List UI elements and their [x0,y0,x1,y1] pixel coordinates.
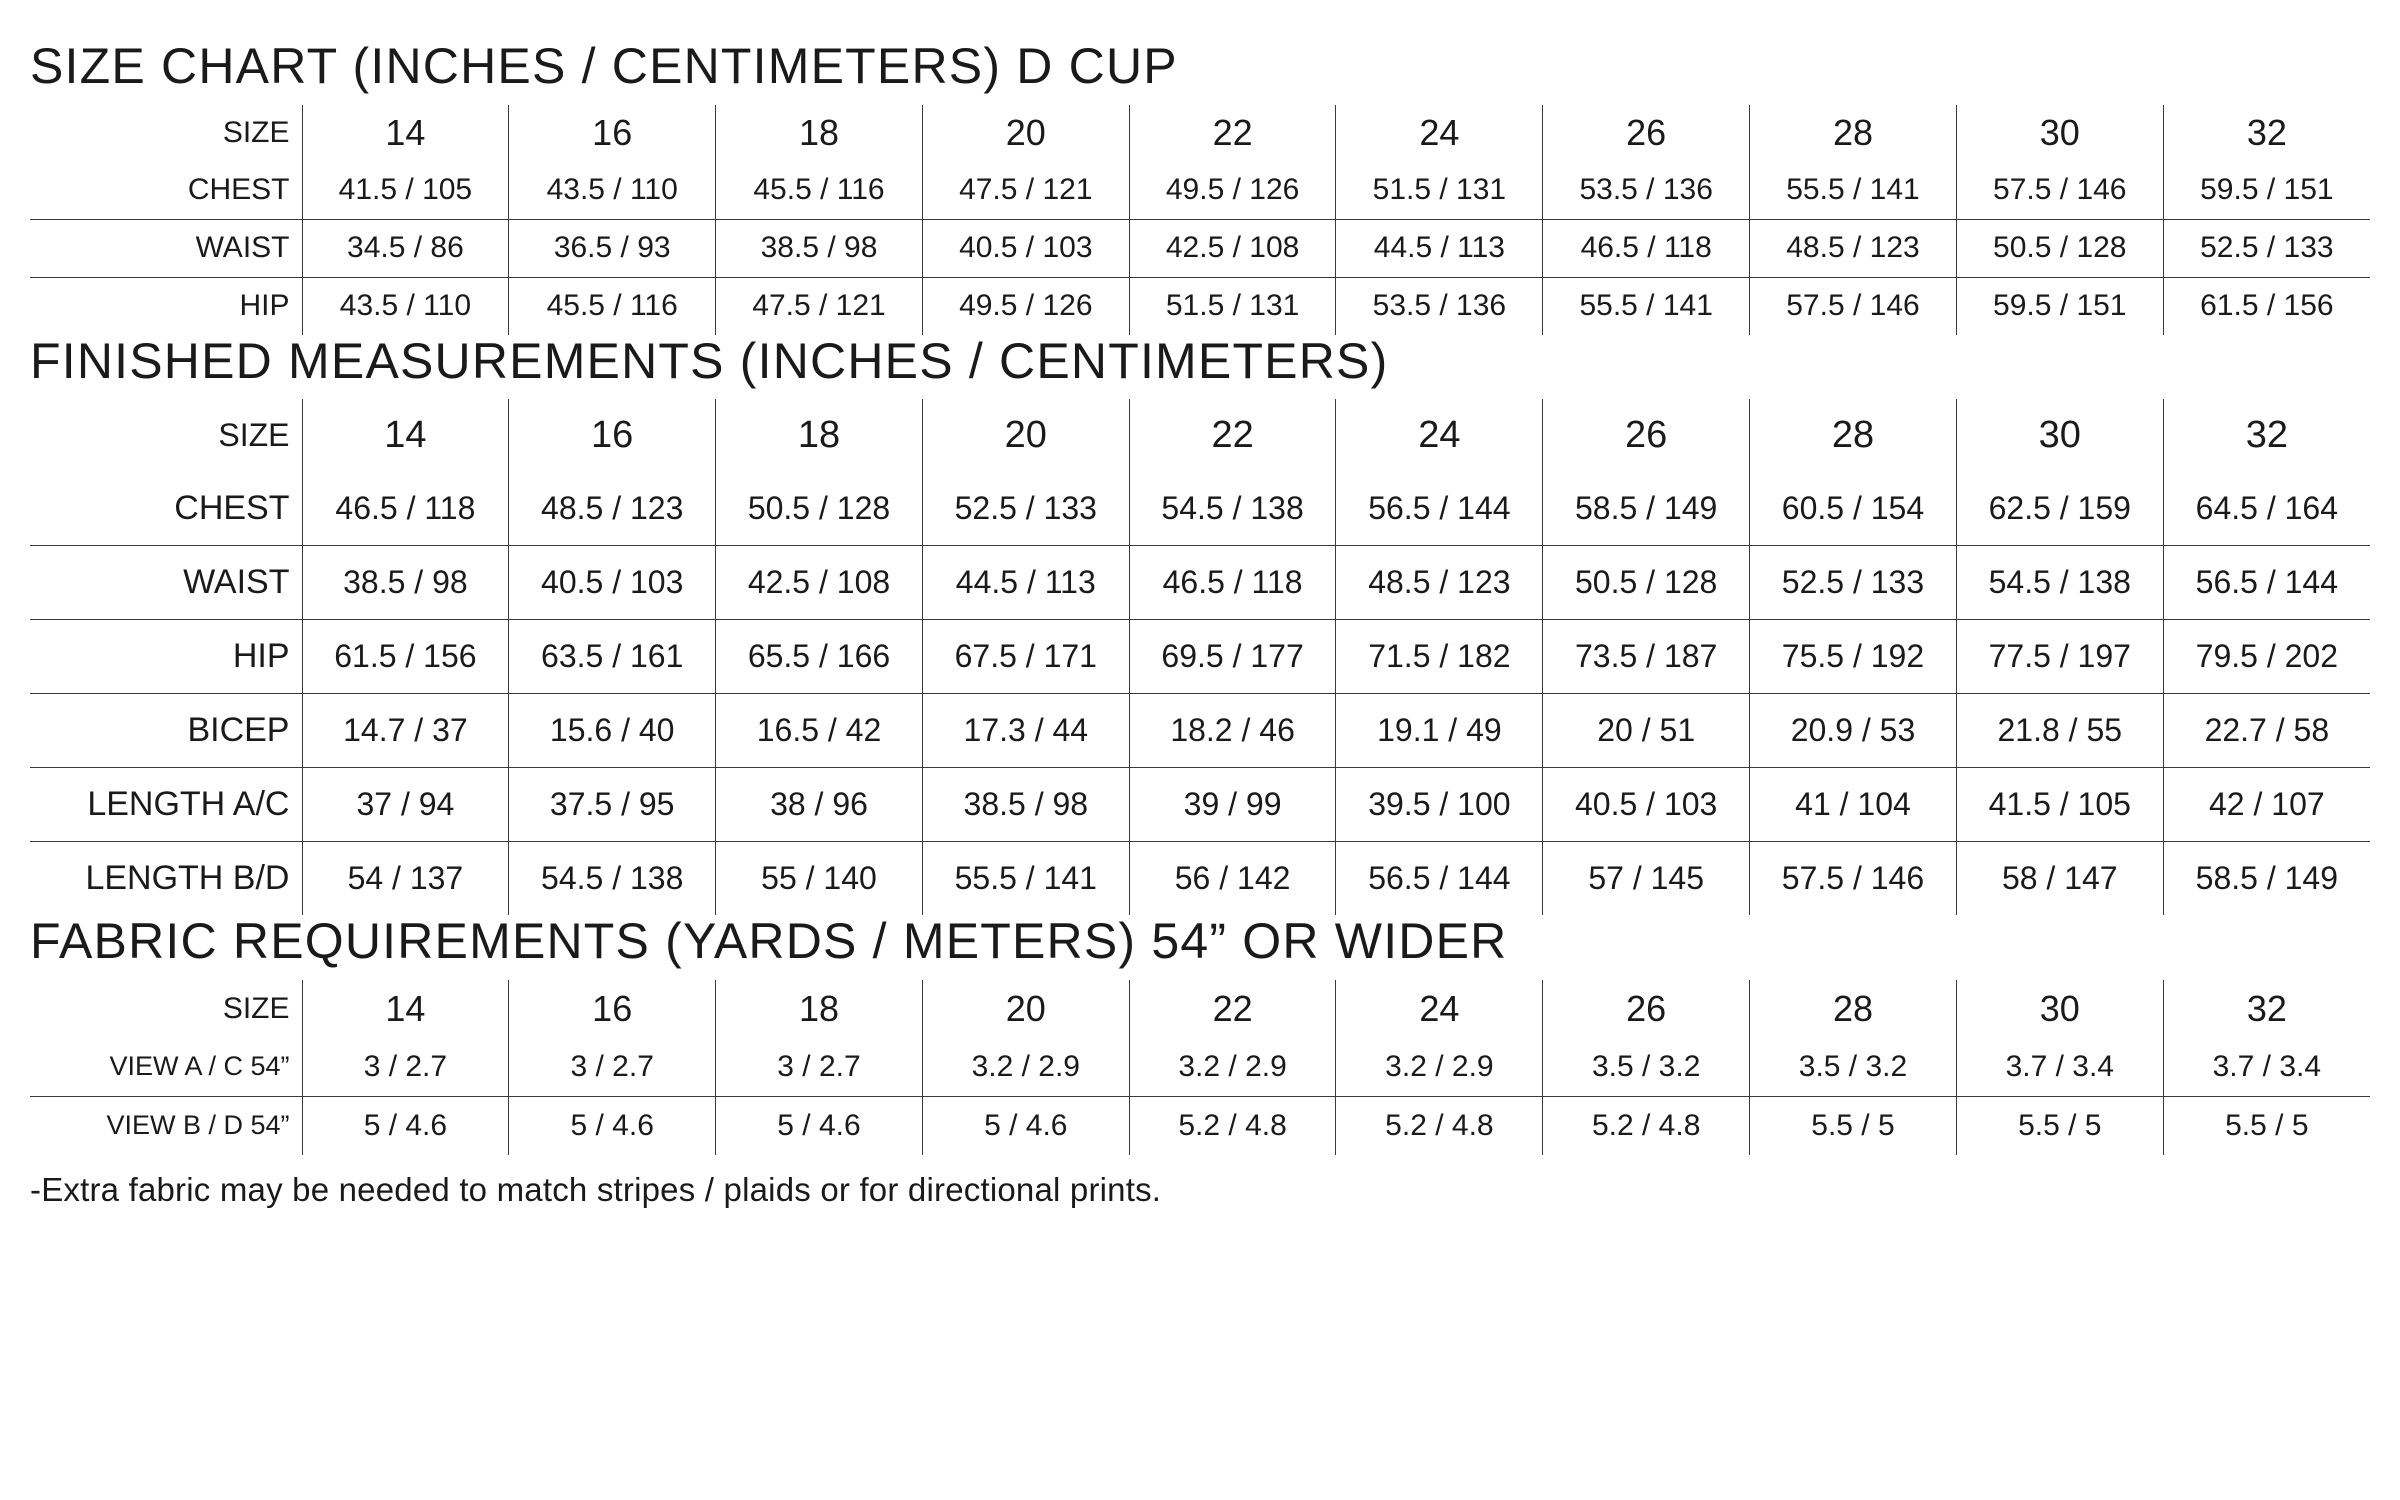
table-cell: 5.5 / 5 [1750,1096,1957,1155]
table-cell: 37 / 94 [302,768,509,842]
table-cell: 45.5 / 116 [716,162,923,220]
column-header: SIZE [30,399,302,472]
table-row [30,162,2370,220]
table-cell: 51.5 / 131 [1336,162,1543,220]
table-cell: 47.5 / 121 [922,162,1129,220]
row-label: LENGTH A/C [30,768,302,842]
table-cell: 52.5 / 133 [1750,546,1957,620]
table-cell: 5.2 / 4.8 [1543,1096,1750,1155]
column-header: 32 [2163,399,2370,472]
table-cell: 15.6 / 40 [509,694,716,768]
row-label: VIEW A / C 54” [30,1038,302,1097]
finished-measurements-head [30,399,2370,472]
table-row [30,219,2370,277]
column-header: 28 [1750,105,1957,162]
column-header: 30 [1956,980,2163,1038]
column-header: 26 [1543,980,1750,1038]
fabric-requirements-body [30,1038,2370,1155]
table-cell: 53.5 / 136 [1336,277,1543,335]
column-header: 16 [509,980,716,1038]
table-cell: 45.5 / 116 [509,277,716,335]
column-header: 24 [1336,980,1543,1038]
size-chart-body [30,162,2370,335]
table-cell: 50.5 / 128 [1543,546,1750,620]
table-cell: 59.5 / 151 [2163,162,2370,220]
column-header: 18 [716,980,923,1038]
table-cell: 62.5 / 159 [1956,472,2163,546]
table-cell: 20 / 51 [1543,694,1750,768]
table-cell: 57.5 / 146 [1750,842,1957,916]
table-cell: 43.5 / 110 [302,277,509,335]
table-cell: 3.2 / 2.9 [922,1038,1129,1097]
table-cell: 19.1 / 49 [1336,694,1543,768]
table-cell: 42.5 / 108 [1129,219,1336,277]
table-cell: 52.5 / 133 [922,472,1129,546]
table-cell: 58 / 147 [1956,842,2163,916]
table-cell: 17.3 / 44 [922,694,1129,768]
row-label: BICEP [30,694,302,768]
table-cell: 75.5 / 192 [1750,620,1957,694]
table-header-row [30,105,2370,162]
table-cell: 3.5 / 3.2 [1543,1038,1750,1097]
table-cell: 73.5 / 187 [1543,620,1750,694]
table-cell: 56.5 / 144 [2163,546,2370,620]
table-cell: 61.5 / 156 [302,620,509,694]
table-cell: 55.5 / 141 [1750,162,1957,220]
table-cell: 3 / 2.7 [302,1038,509,1097]
table-cell: 77.5 / 197 [1956,620,2163,694]
table-cell: 53.5 / 136 [1543,162,1750,220]
table-cell: 56.5 / 144 [1336,842,1543,916]
table-cell: 41.5 / 105 [302,162,509,220]
table-cell: 38 / 96 [716,768,923,842]
table-cell: 46.5 / 118 [302,472,509,546]
table-cell: 60.5 / 154 [1750,472,1957,546]
finished-measurements-body [30,472,2370,915]
table-cell: 40.5 / 103 [922,219,1129,277]
table-cell: 16.5 / 42 [716,694,923,768]
table-cell: 55.5 / 141 [1543,277,1750,335]
table-row [30,842,2370,916]
table-cell: 14.7 / 37 [302,694,509,768]
column-header: 18 [716,105,923,162]
table-cell: 48.5 / 123 [1750,219,1957,277]
table-cell: 39 / 99 [1129,768,1336,842]
size-chart-head [30,105,2370,162]
table-row [30,694,2370,768]
table-cell: 47.5 / 121 [716,277,923,335]
table-cell: 41.5 / 105 [1956,768,2163,842]
column-header: 28 [1750,399,1957,472]
column-header: 14 [302,399,509,472]
table-cell: 69.5 / 177 [1129,620,1336,694]
table-cell: 55.5 / 141 [922,842,1129,916]
table-cell: 43.5 / 110 [509,162,716,220]
row-label: WAIST [30,546,302,620]
column-header: 28 [1750,980,1957,1038]
table-row [30,277,2370,335]
table-cell: 3.7 / 3.4 [2163,1038,2370,1097]
row-label: HIP [30,620,302,694]
table-cell: 38.5 / 98 [302,546,509,620]
column-header: SIZE [30,980,302,1038]
table-cell: 38.5 / 98 [716,219,923,277]
table-cell: 5.2 / 4.8 [1336,1096,1543,1155]
row-label: CHEST [30,162,302,220]
table-cell: 36.5 / 93 [509,219,716,277]
table-cell: 67.5 / 171 [922,620,1129,694]
table-cell: 42.5 / 108 [716,546,923,620]
column-header: 16 [509,105,716,162]
table-cell: 57 / 145 [1543,842,1750,916]
table-cell: 5 / 4.6 [302,1096,509,1155]
row-label: VIEW B / D 54” [30,1096,302,1155]
row-label: WAIST [30,219,302,277]
column-header: 24 [1336,399,1543,472]
table-cell: 3.5 / 3.2 [1750,1038,1957,1097]
table-cell: 5.5 / 5 [2163,1096,2370,1155]
table-cell: 37.5 / 95 [509,768,716,842]
column-header: 32 [2163,980,2370,1038]
table-row [30,768,2370,842]
column-header: 22 [1129,105,1336,162]
column-header: 20 [922,980,1129,1038]
table-cell: 40.5 / 103 [509,546,716,620]
table-cell: 3 / 2.7 [509,1038,716,1097]
column-header: 18 [716,399,923,472]
table-cell: 3 / 2.7 [716,1038,923,1097]
column-header: 30 [1956,105,2163,162]
column-header: 26 [1543,399,1750,472]
table-cell: 54.5 / 138 [1129,472,1336,546]
size-chart-title: SIZE CHART (INCHES / CENTIMETERS) D CUP [30,38,1178,94]
column-header: 14 [302,980,509,1038]
table-cell: 46.5 / 118 [1543,219,1750,277]
table-cell: 49.5 / 126 [1129,162,1336,220]
finished-measurements-table [30,399,2370,915]
column-header: 20 [922,105,1129,162]
table-cell: 61.5 / 156 [2163,277,2370,335]
fabric-requirements-title: FABRIC REQUIREMENTS (YARDS / METERS) 54” OR WIDER [30,913,1508,969]
table-cell: 21.8 / 55 [1956,694,2163,768]
table-cell: 5 / 4.6 [716,1096,923,1155]
table-cell: 5.5 / 5 [1956,1096,2163,1155]
table-cell: 44.5 / 113 [922,546,1129,620]
column-header: SIZE [30,105,302,162]
row-label: LENGTH B/D [30,842,302,916]
table-cell: 42 / 107 [2163,768,2370,842]
table-cell: 58.5 / 149 [2163,842,2370,916]
table-cell: 22.7 / 58 [2163,694,2370,768]
table-cell: 3.7 / 3.4 [1956,1038,2163,1097]
table-cell: 50.5 / 128 [1956,219,2163,277]
table-row [30,546,2370,620]
table-row [30,1038,2370,1097]
table-cell: 48.5 / 123 [509,472,716,546]
table-cell: 3.2 / 2.9 [1129,1038,1336,1097]
table-cell: 3.2 / 2.9 [1336,1038,1543,1097]
table-cell: 79.5 / 202 [2163,620,2370,694]
column-header: 22 [1129,399,1336,472]
size-chart-table [30,105,2370,335]
column-header: 32 [2163,105,2370,162]
table-row [30,1096,2370,1155]
table-cell: 40.5 / 103 [1543,768,1750,842]
table-cell: 56 / 142 [1129,842,1336,916]
table-cell: 18.2 / 46 [1129,694,1336,768]
table-cell: 34.5 / 86 [302,219,509,277]
table-cell: 51.5 / 131 [1129,277,1336,335]
table-cell: 20.9 / 53 [1750,694,1957,768]
column-header: 16 [509,399,716,472]
table-row [30,472,2370,546]
table-cell: 63.5 / 161 [509,620,716,694]
table-cell: 55 / 140 [716,842,923,916]
table-cell: 49.5 / 126 [922,277,1129,335]
row-label: CHEST [30,472,302,546]
fabric-footnote: -Extra fabric may be needed to match stripes / plaids or for directional prints. [30,1170,1162,1208]
table-cell: 71.5 / 182 [1336,620,1543,694]
table-cell: 64.5 / 164 [2163,472,2370,546]
column-header: 22 [1129,980,1336,1038]
table-cell: 5.2 / 4.8 [1129,1096,1336,1155]
table-cell: 39.5 / 100 [1336,768,1543,842]
column-header: 30 [1956,399,2163,472]
table-cell: 41 / 104 [1750,768,1957,842]
table-cell: 50.5 / 128 [716,472,923,546]
row-label: HIP [30,277,302,335]
table-cell: 59.5 / 151 [1956,277,2163,335]
table-cell: 38.5 / 98 [922,768,1129,842]
table-cell: 5 / 4.6 [509,1096,716,1155]
table-cell: 48.5 / 123 [1336,546,1543,620]
table-cell: 46.5 / 118 [1129,546,1336,620]
fabric-requirements-head [30,980,2370,1038]
column-header: 26 [1543,105,1750,162]
table-cell: 44.5 / 113 [1336,219,1543,277]
table-row [30,620,2370,694]
table-cell: 54.5 / 138 [509,842,716,916]
table-cell: 5 / 4.6 [922,1096,1129,1155]
column-header: 24 [1336,105,1543,162]
table-header-row [30,980,2370,1038]
table-cell: 58.5 / 149 [1543,472,1750,546]
table-cell: 54.5 / 138 [1956,546,2163,620]
table-cell: 65.5 / 166 [716,620,923,694]
table-cell: 57.5 / 146 [1956,162,2163,220]
table-cell: 56.5 / 144 [1336,472,1543,546]
table-header-row [30,399,2370,472]
table-cell: 52.5 / 133 [2163,219,2370,277]
finished-measurements-title: FINISHED MEASUREMENTS (INCHES / CENTIMETERS) [30,332,1389,389]
column-header: 14 [302,105,509,162]
table-cell: 54 / 137 [302,842,509,916]
fabric-requirements-table [30,980,2370,1155]
table-cell: 57.5 / 146 [1750,277,1957,335]
column-header: 20 [922,399,1129,472]
